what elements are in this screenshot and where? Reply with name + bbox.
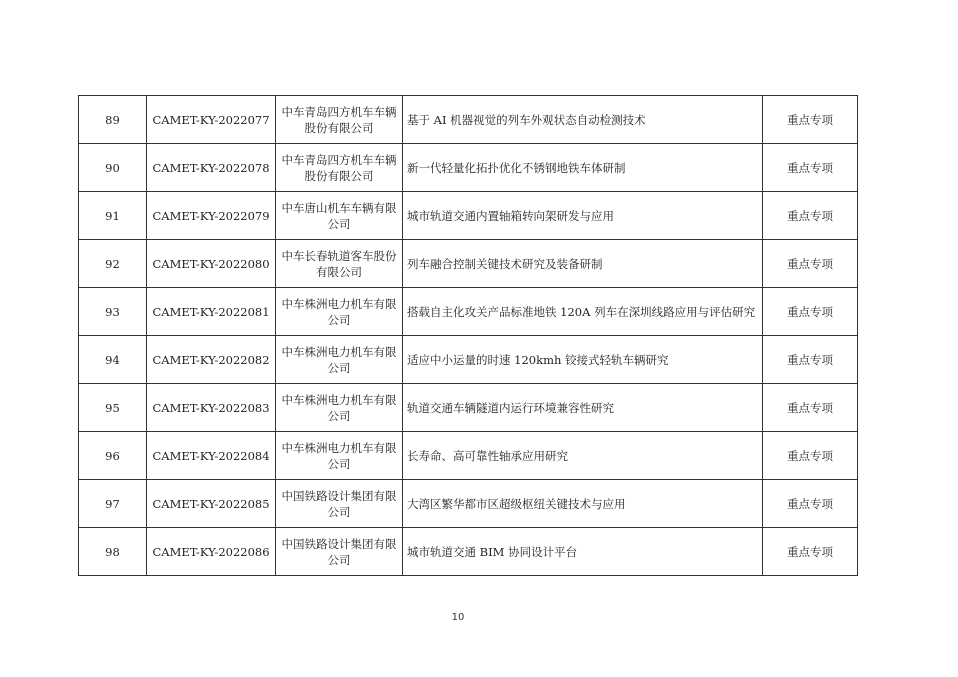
applicant-unit: 中车株洲电力机车有限公司: [276, 384, 403, 432]
row-number: 90: [79, 144, 147, 192]
row-number: 95: [79, 384, 147, 432]
project-code: CAMET-KY-2022082: [147, 336, 276, 384]
project-title: 城市轨道交通 BIM 协同设计平台: [403, 528, 763, 576]
table-row: [79, 240, 858, 288]
project-title: 大湾区繁华都市区超级枢纽关键技术与应用: [403, 480, 763, 528]
table-row: [79, 96, 858, 144]
row-number: 98: [79, 528, 147, 576]
row-number: 91: [79, 192, 147, 240]
row-number: 89: [79, 96, 147, 144]
applicant-unit: 中车株洲电力机车有限公司: [276, 336, 403, 384]
table-row: [79, 144, 858, 192]
project-code: CAMET-KY-2022086: [147, 528, 276, 576]
project-type: 重点专项: [763, 192, 858, 240]
row-number: 92: [79, 240, 147, 288]
applicant-unit: 中车长春轨道客车股份有限公司: [276, 240, 403, 288]
project-title: 城市轨道交通内置轴箱转向架研发与应用: [403, 192, 763, 240]
project-code: CAMET-KY-2022081: [147, 288, 276, 336]
table-row: [79, 192, 858, 240]
table-row: [79, 528, 858, 576]
project-title: 新一代轻量化拓扑优化不锈钢地铁车体研制: [403, 144, 763, 192]
project-title: 长寿命、高可靠性轴承应用研究: [403, 432, 763, 480]
table-row: [79, 336, 858, 384]
project-code: CAMET-KY-2022085: [147, 480, 276, 528]
table-row: [79, 384, 858, 432]
project-code: CAMET-KY-2022077: [147, 96, 276, 144]
table-row: [79, 432, 858, 480]
applicant-unit: 中国铁路设计集团有限公司: [276, 480, 403, 528]
page-number: 10: [451, 612, 465, 623]
project-type: 重点专项: [763, 288, 858, 336]
project-code: CAMET-KY-2022078: [147, 144, 276, 192]
project-code: CAMET-KY-2022083: [147, 384, 276, 432]
project-table: [78, 95, 858, 576]
table-row: [79, 288, 858, 336]
project-type: 重点专项: [763, 528, 858, 576]
row-number: 97: [79, 480, 147, 528]
project-type: 重点专项: [763, 240, 858, 288]
project-type: 重点专项: [763, 432, 858, 480]
project-type: 重点专项: [763, 96, 858, 144]
project-type: 重点专项: [763, 384, 858, 432]
applicant-unit: 中车唐山机车车辆有限公司: [276, 192, 403, 240]
applicant-unit: 中车青岛四方机车车辆股份有限公司: [276, 144, 403, 192]
applicant-unit: 中车株洲电力机车有限公司: [276, 288, 403, 336]
project-title: 搭载自主化攻关产品标准地铁 120A 列车在深圳线路应用与评估研究: [403, 288, 763, 336]
project-type: 重点专项: [763, 480, 858, 528]
project-type: 重点专项: [763, 336, 858, 384]
row-number: 96: [79, 432, 147, 480]
project-title: 基于 AI 机器视觉的列车外观状态自动检测技术: [403, 96, 763, 144]
project-title: 列车融合控制关键技术研究及装备研制: [403, 240, 763, 288]
project-title: 适应中小运量的时速 120kmh 铰接式轻轨车辆研究: [403, 336, 763, 384]
table-row: [79, 480, 858, 528]
project-code: CAMET-KY-2022080: [147, 240, 276, 288]
project-code: CAMET-KY-2022079: [147, 192, 276, 240]
applicant-unit: 中车株洲电力机车有限公司: [276, 432, 403, 480]
project-type: 重点专项: [763, 144, 858, 192]
project-code: CAMET-KY-2022084: [147, 432, 276, 480]
applicant-unit: 中车青岛四方机车车辆股份有限公司: [276, 96, 403, 144]
project-title: 轨道交通车辆隧道内运行环境兼容性研究: [403, 384, 763, 432]
row-number: 93: [79, 288, 147, 336]
row-number: 94: [79, 336, 147, 384]
applicant-unit: 中国铁路设计集团有限公司: [276, 528, 403, 576]
